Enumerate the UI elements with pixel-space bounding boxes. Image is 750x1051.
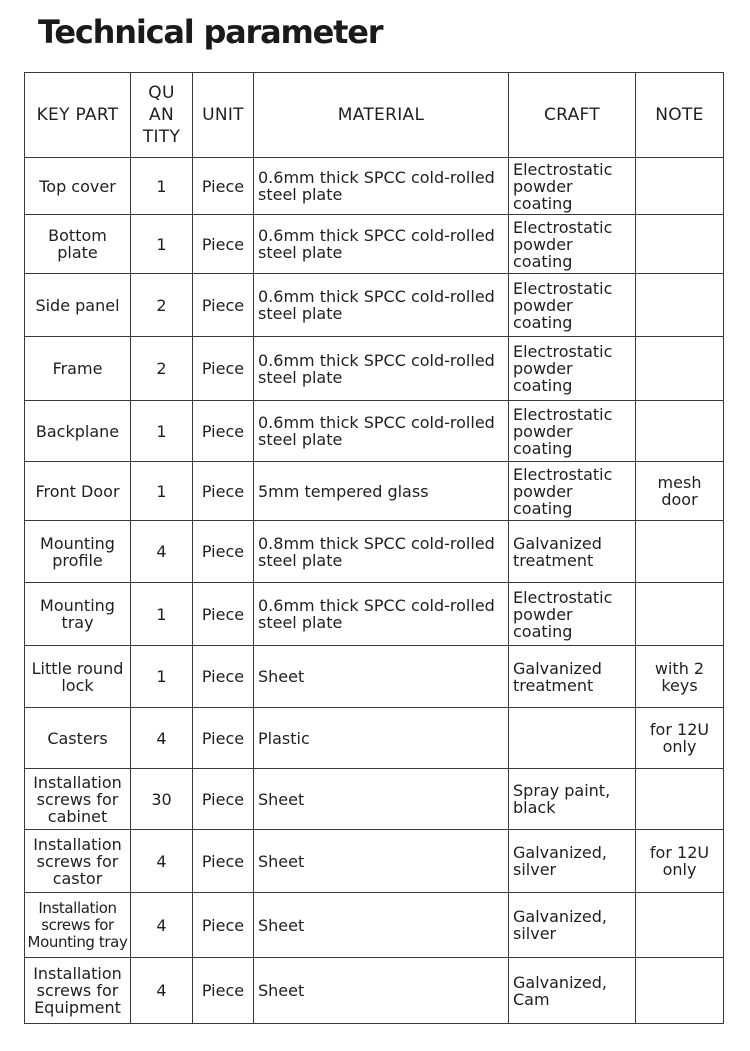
header-craft: CRAFT bbox=[509, 73, 636, 158]
note-cell: for 12U only bbox=[636, 830, 724, 893]
note-cell bbox=[636, 215, 724, 274]
unit-cell: Piece bbox=[193, 646, 254, 708]
quantity-cell: 2 bbox=[131, 337, 193, 401]
table-row bbox=[25, 337, 724, 401]
craft-cell: Galvanized treatment bbox=[509, 646, 636, 708]
key-part-cell: Installation screws for castor bbox=[25, 830, 131, 893]
unit-cell: Piece bbox=[193, 893, 254, 958]
header-material: MATERIAL bbox=[254, 73, 509, 158]
unit-cell: Piece bbox=[193, 215, 254, 274]
note-cell: with 2 keys bbox=[636, 646, 724, 708]
material-cell: 0.6mm thick SPCC cold-rolled steel plate bbox=[254, 274, 509, 337]
craft-cell: Spray paint, black bbox=[509, 769, 636, 830]
unit-cell: Piece bbox=[193, 708, 254, 769]
key-part-cell: Installation screws for Equipment bbox=[25, 958, 131, 1024]
header-unit: UNIT bbox=[193, 73, 254, 158]
unit-cell: Piece bbox=[193, 401, 254, 462]
table-row bbox=[25, 274, 724, 337]
note-cell bbox=[636, 958, 724, 1024]
table-header-row bbox=[25, 73, 724, 158]
key-part-cell: Backplane bbox=[25, 401, 131, 462]
table-row bbox=[25, 462, 724, 521]
note-cell bbox=[636, 274, 724, 337]
key-part-cell: Mounting tray bbox=[25, 583, 131, 646]
table-row bbox=[25, 583, 724, 646]
page-title: Technical parameter bbox=[38, 13, 383, 51]
key-part-cell: Casters bbox=[25, 708, 131, 769]
quantity-cell: 2 bbox=[131, 274, 193, 337]
craft-cell bbox=[509, 708, 636, 769]
note-cell bbox=[636, 337, 724, 401]
material-cell: Sheet bbox=[254, 958, 509, 1024]
note-cell bbox=[636, 583, 724, 646]
material-cell: 0.6mm thick SPCC cold-rolled steel plate bbox=[254, 215, 509, 274]
material-cell: Plastic bbox=[254, 708, 509, 769]
key-part-cell: Installation screws for cabinet bbox=[25, 769, 131, 830]
unit-cell: Piece bbox=[193, 521, 254, 583]
material-cell: Sheet bbox=[254, 830, 509, 893]
quantity-cell: 1 bbox=[131, 462, 193, 521]
table-row bbox=[25, 830, 724, 893]
table-row bbox=[25, 158, 724, 215]
material-cell: 0.6mm thick SPCC cold-rolled steel plate bbox=[254, 583, 509, 646]
unit-cell: Piece bbox=[193, 462, 254, 521]
quantity-cell: 1 bbox=[131, 646, 193, 708]
header-key-part: KEY PART bbox=[25, 73, 131, 158]
material-cell: Sheet bbox=[254, 893, 509, 958]
unit-cell: Piece bbox=[193, 769, 254, 830]
note-cell: mesh door bbox=[636, 462, 724, 521]
unit-cell: Piece bbox=[193, 958, 254, 1024]
craft-cell: Electrostatic powder coating bbox=[509, 337, 636, 401]
table-row bbox=[25, 401, 724, 462]
table-row bbox=[25, 646, 724, 708]
technical-parameter-table bbox=[24, 72, 724, 1024]
craft-cell: Electrostatic powder coating bbox=[509, 583, 636, 646]
craft-cell: Electrostatic powder coating bbox=[509, 274, 636, 337]
table-row bbox=[25, 958, 724, 1024]
craft-cell: Galvanized, Cam bbox=[509, 958, 636, 1024]
header-note: NOTE bbox=[636, 73, 724, 158]
note-cell bbox=[636, 401, 724, 462]
key-part-cell: Frame bbox=[25, 337, 131, 401]
craft-cell: Galvanized, silver bbox=[509, 893, 636, 958]
table-row bbox=[25, 215, 724, 274]
table-row bbox=[25, 893, 724, 958]
note-cell bbox=[636, 521, 724, 583]
unit-cell: Piece bbox=[193, 830, 254, 893]
table-row bbox=[25, 521, 724, 583]
craft-cell: Electrostatic powder coating bbox=[509, 462, 636, 521]
quantity-cell: 4 bbox=[131, 893, 193, 958]
table-row bbox=[25, 769, 724, 830]
quantity-cell: 1 bbox=[131, 215, 193, 274]
key-part-cell: Side panel bbox=[25, 274, 131, 337]
material-cell: 0.6mm thick SPCC cold-rolled steel plate bbox=[254, 158, 509, 215]
quantity-cell: 4 bbox=[131, 830, 193, 893]
key-part-cell: Mounting profile bbox=[25, 521, 131, 583]
note-cell bbox=[636, 769, 724, 830]
craft-cell: Galvanized treatment bbox=[509, 521, 636, 583]
note-cell: for 12U only bbox=[636, 708, 724, 769]
craft-cell: Electrostatic powder coating bbox=[509, 158, 636, 215]
material-cell: 0.8mm thick SPCC cold-rolled steel plate bbox=[254, 521, 509, 583]
quantity-cell: 1 bbox=[131, 158, 193, 215]
quantity-cell: 1 bbox=[131, 583, 193, 646]
craft-cell: Electrostatic powder coating bbox=[509, 215, 636, 274]
key-part-cell: Top cover bbox=[25, 158, 131, 215]
material-cell: 5mm tempered glass bbox=[254, 462, 509, 521]
material-cell: Sheet bbox=[254, 646, 509, 708]
header-quantity: QU AN TITY bbox=[131, 73, 193, 158]
key-part-cell: Bottom plate bbox=[25, 215, 131, 274]
key-part-cell: Little round lock bbox=[25, 646, 131, 708]
quantity-cell: 30 bbox=[131, 769, 193, 830]
material-cell: Sheet bbox=[254, 769, 509, 830]
quantity-cell: 1 bbox=[131, 401, 193, 462]
key-part-cell: Front Door bbox=[25, 462, 131, 521]
material-cell: 0.6mm thick SPCC cold-rolled steel plate bbox=[254, 401, 509, 462]
unit-cell: Piece bbox=[193, 583, 254, 646]
unit-cell: Piece bbox=[193, 274, 254, 337]
note-cell bbox=[636, 158, 724, 215]
quantity-cell: 4 bbox=[131, 708, 193, 769]
unit-cell: Piece bbox=[193, 337, 254, 401]
quantity-cell: 4 bbox=[131, 958, 193, 1024]
table-row bbox=[25, 708, 724, 769]
material-cell: 0.6mm thick SPCC cold-rolled steel plate bbox=[254, 337, 509, 401]
note-cell bbox=[636, 893, 724, 958]
quantity-cell: 4 bbox=[131, 521, 193, 583]
craft-cell: Galvanized, silver bbox=[509, 830, 636, 893]
unit-cell: Piece bbox=[193, 158, 254, 215]
key-part-cell: Installation screws for Mounting tray bbox=[25, 893, 131, 958]
craft-cell: Electrostatic powder coating bbox=[509, 401, 636, 462]
